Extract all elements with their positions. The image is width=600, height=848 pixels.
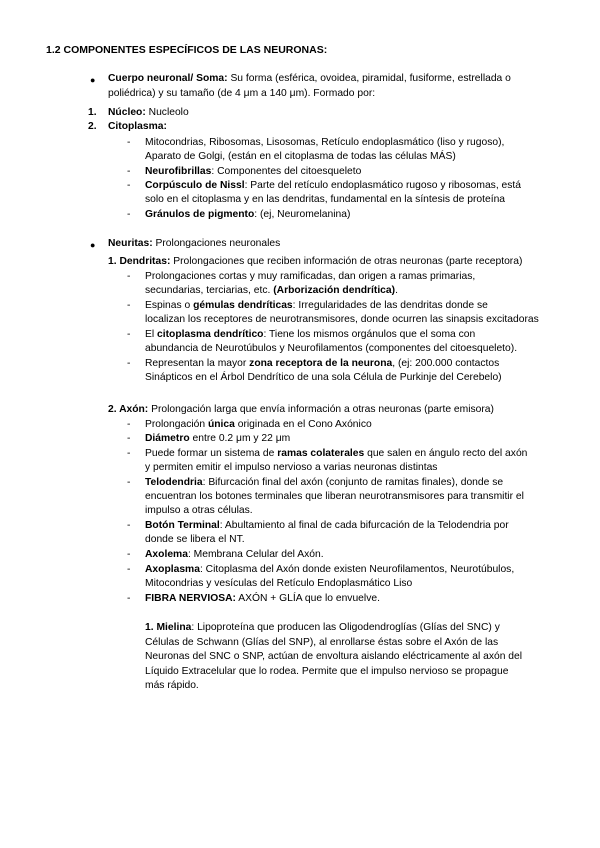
axon-item-4-l3: impulso a otras células. [145,505,253,516]
dash: - [127,419,131,430]
dendrita-item-3-l2: abundancia de Neurotúbulos y Neurofilamentos (componentes del citoesqueleto). [145,343,518,354]
axon-item-3-l2: y permiten emitir el impulso nervioso a varias neuronas distintas [145,462,438,473]
soma-text-1: Su forma (esférica, ovoidea, piramidal, fusiforme, estrellada o [227,73,511,84]
axon-item-7-l1: Axoplasma: Citoplasma del Axón donde existen Neurofilamentos, Neurotúbulos, [145,564,515,575]
dash: - [127,593,131,604]
dash: - [127,549,131,560]
cyto-item-4: Gránulos de pigmento: (ej, Neuromelanina) [145,209,351,220]
axon-label: 2. Axón: [108,404,149,415]
nucleo-label: Núcleo: [108,107,146,118]
dendrita-item-1-l1: Prolongaciones cortas y muy ramificadas, dan origen a ramas primarias, [145,271,476,282]
dash: - [127,329,131,340]
bullet-soma: ● [90,75,96,85]
dash: - [127,166,131,177]
soma-line-1 [108,72,511,87]
cyto-item-3-l2: solo en el citoplasma y en las dendritas, fundamental en la síntesis de proteína [145,194,506,205]
citoplasma-label: Citoplasma: [108,121,167,132]
mielina-l2: Células de Schwann (Glías del SNP), al enrollarse éstas sobre el Axón de las [145,637,499,648]
mielina-l3: Neuronas del SNC o SNP, actúan de envoltura aislando eléctricamente al axón del [145,651,523,662]
cyto-item-1-l1: Mitocondrias, Ribosomas, Lisosomas, Retículo endoplasmático (liso y rugoso), [145,137,505,148]
axon-item-6: Axolema: Membrana Celular del Axón. [145,549,324,560]
citoplasma-line [108,120,167,135]
soma-item-citoplasma: 2. [88,121,97,132]
dash: - [127,271,131,282]
dendritas-line: 1. Dendritas: Prolongaciones que reciben información de otras neuronas (parte receptora) [108,256,523,267]
cyto-item-3-l1: Corpúsculo de Nissl: Parte del retículo endoplasmático rugoso y ribosomas, está [145,180,522,191]
soma-label: Cuerpo neuronal/ Soma: [108,73,228,84]
dendrita-item-2-l1: Espinas o gémulas dendríticas: Irregularidades de las dendritas donde se [145,300,488,311]
mielina-l4: Líquido Extracelular que lo rodea. Permite que el impulso nervioso se propague [145,666,509,677]
soma-item-nucleo: 1. [88,107,97,118]
dash: - [127,180,131,191]
axon-item-5-l2: donde se libera el NT. [145,534,245,545]
dendrita-item-2-l2: localizan los receptores de neurotransmisores, donde ocurren las sinapsis excitadoras [145,314,539,325]
dash: - [127,564,131,575]
dendrita-item-1-l2: secundarias, terciarias, etc. (Arborización dendrítica). [145,285,398,296]
dash: - [127,137,131,148]
neuritas-line: Neuritas: Prolongaciones neuronales [108,238,281,249]
cyto-item-1-l2: Aparato de Golgi, (están en el citoplasma de todas las células MÁS) [145,151,456,162]
axon-item-4-l2: encuentran los botones terminales que liberan neurotransmisores para transmitir el [145,491,524,502]
dendrita-item-4-l2: Sinápticos en el Árbol Dendrítico de una sola Célula de Purkinje del Cerebelo) [145,372,502,383]
neuritas-label: Neuritas: [108,238,153,249]
axon-item-3-l1: Puede formar un sistema de ramas colaterales que salen en ángulo recto del axón [145,448,528,459]
axon-item-8: FIBRA NERVIOSA: AXÓN + GLÍA que lo envuelve. [145,593,380,604]
mielina-l1: 1. Mielina: Lipoproteína que producen las Oligodendroglías (Glías del SNC) y [145,622,500,633]
dendrita-item-4-l1: Representan la mayor zona receptora de la neurona, (ej: 200.000 contactos [145,358,500,369]
dash: - [127,477,131,488]
axon-item-2: Diámetro entre 0.2 μm y 22 μm [145,433,291,444]
soma-line-2: poliédrica) y su tamaño (de 4 μm a 140 μm). Formado por: [108,88,376,99]
axon-item-1: Prolongación única originada en el Cono Axónico [145,419,372,430]
dash: - [127,448,131,459]
bullet-neuritas: ● [90,240,96,250]
dash: - [127,433,131,444]
dash: - [127,300,131,311]
mielina-l5: más rápido. [145,680,199,691]
axon-item-4-l1: Telodendria: Bifurcación final del axón (conjunto de ramitas finales), donde se [145,477,504,488]
mielina-label: 1. Mielina [145,622,192,633]
axon-line: 2. Axón: Prolongación larga que envía información a otras neuronas (parte emisora) [108,404,494,415]
section-title: 1.2 COMPONENTES ESPECÍFICOS DE LAS NEURONAS: [46,44,328,56]
dendritas-label: 1. Dendritas: [108,256,171,267]
dendrita-item-3-l1: El citoplasma dendrítico: Tiene los mismos orgánulos que el soma con [145,329,476,340]
dash: - [127,520,131,531]
axon-item-7-l2: Mitocondrias y vesículas del Retículo Endoplasmático Liso [145,578,413,589]
dash: - [127,209,131,220]
cyto-item-2: Neurofibrillas: Componentes del citoesqueleto [145,166,362,177]
axon-item-5-l1: Botón Terminal: Abultamiento al final de cada bifurcación de la Telodendria por [145,520,509,531]
nucleo-line: Núcleo: Nucleolo [108,107,189,118]
dash: - [127,358,131,369]
